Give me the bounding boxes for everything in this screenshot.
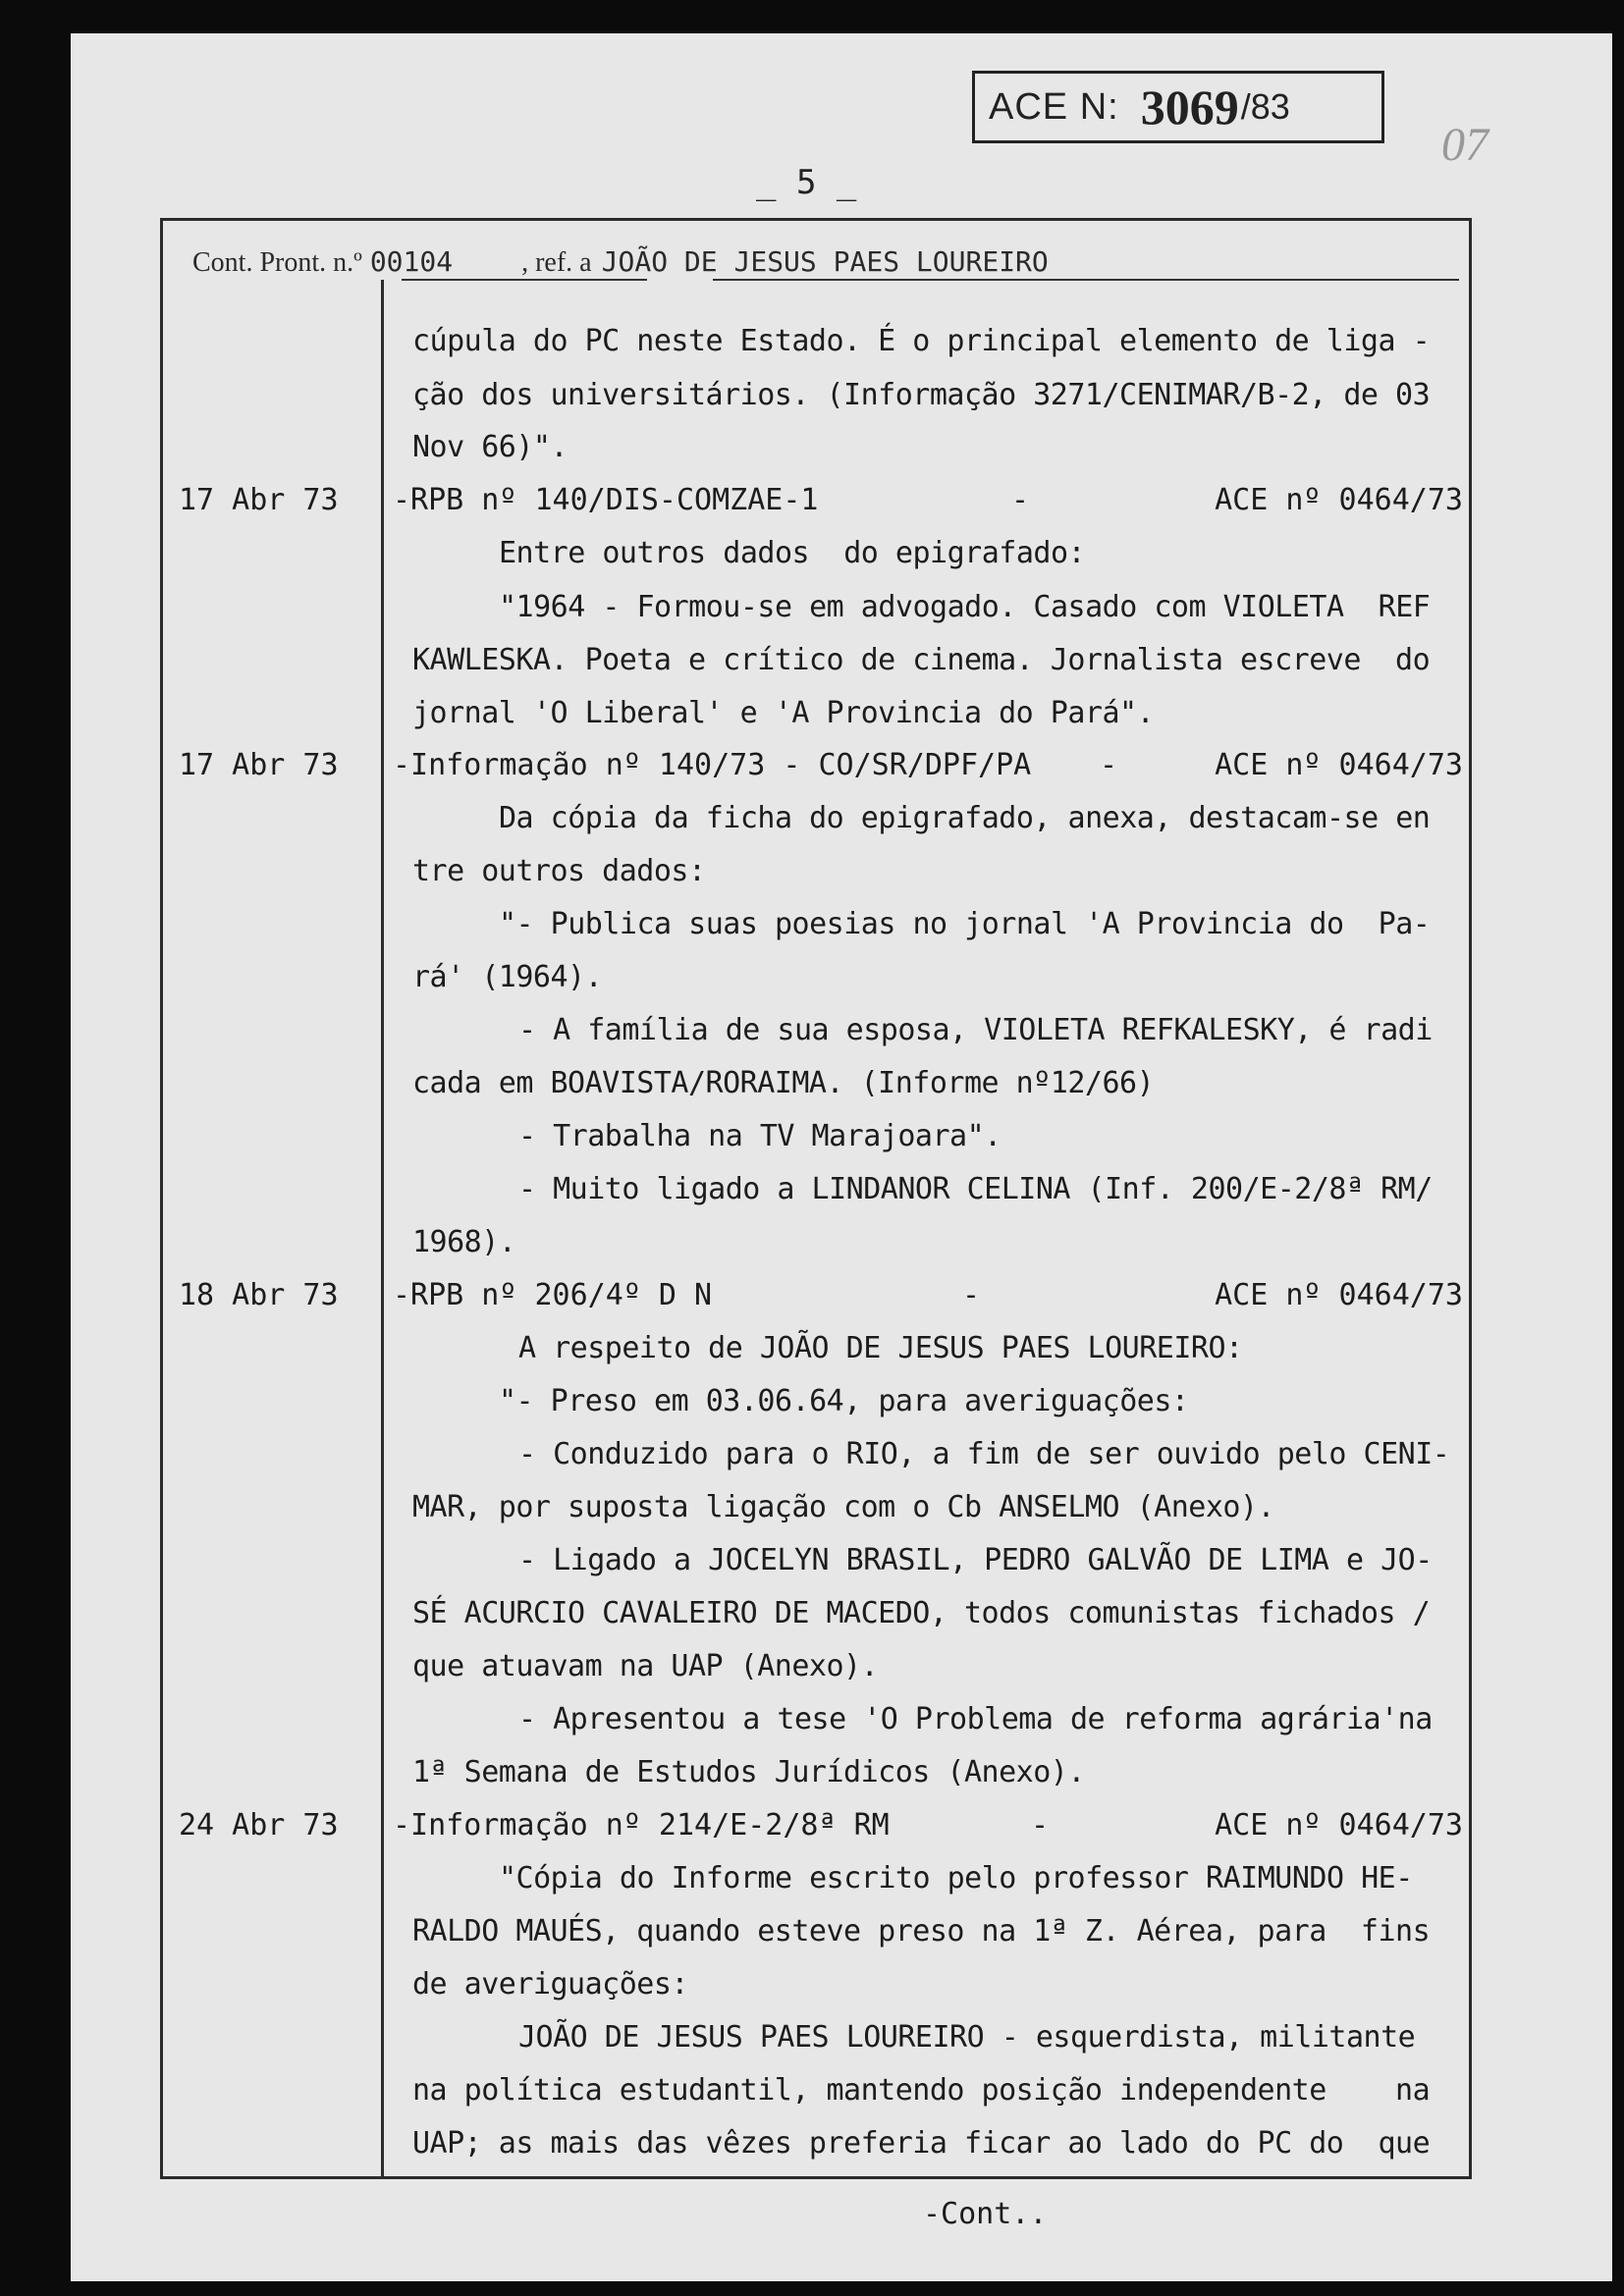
entry-line: "- Publica suas poesias no jornal 'A Provincia do Pa- [499, 907, 1431, 941]
entry-line: que atuavam na UAP (Anexo). [412, 1649, 879, 1683]
entry-line: KAWLESKA. Poeta e crítico de cinema. Jornalista escreve do [412, 643, 1431, 677]
entry-date: 17 Abr 73 [179, 483, 339, 517]
ace-reference: ACE nº 0464/73 [1215, 748, 1463, 782]
entry-line: - Muito ligado a LINDANOR CELINA (Inf. 200/E-2/8ª RM/ [518, 1172, 1433, 1206]
entry-line: JOÃO DE JESUS PAES LOUREIRO - esquerdista, militante [518, 2020, 1416, 2055]
document-reference: -Informação nº 214/E-2/8ª RM [393, 1808, 890, 1842]
entry-line: de averiguações: [412, 1967, 688, 2002]
entry-line: cada em BOAVISTA/RORAIMA. (Informe nº12/66) [412, 1066, 1155, 1100]
handwritten-mark: 07 [1441, 119, 1489, 171]
separator-dash: - [1100, 748, 1118, 782]
ace-reference: ACE nº 0464/73 [1215, 1278, 1463, 1312]
entry-line: MAR, por suposta ligação com o Cb ANSELMO (Anexo). [412, 1490, 1275, 1524]
entry-line: - Trabalha na TV Marajoara". [518, 1119, 1001, 1153]
entry-date: 24 Abr 73 [179, 1808, 339, 1842]
ref-label: , ref. a [521, 247, 592, 278]
intro-line: Nov 66)". [412, 430, 568, 464]
stamp-label: ACE N: [989, 85, 1119, 128]
entry-line: - Ligado a JOCELYN BRASIL, PEDRO GALVÃO DE LIMA e JO- [518, 1543, 1433, 1577]
separator-dash: - [962, 1278, 981, 1312]
entry-line: "- Preso em 03.06.64, para averiguações: [499, 1384, 1189, 1418]
entry-line: - Apresentou a tese 'O Problema de reforma agrária'na [518, 1702, 1433, 1736]
document-reference: -Informação nº 140/73 - CO/SR/DPF/PA [393, 748, 1032, 782]
ace-stamp [972, 71, 1384, 143]
ace-reference: ACE nº 0464/73 [1215, 483, 1463, 517]
prontuario-underline [402, 279, 647, 281]
header-label: Cont. Pront. n.º [192, 247, 362, 278]
entry-line: 1968). [412, 1225, 516, 1259]
entry-line: - A família de sua esposa, VIOLETA REFKALESKY, é radi [518, 1013, 1433, 1047]
entry-line: tre outros dados: [412, 854, 706, 888]
separator-dash: - [1011, 483, 1030, 517]
ace-reference: ACE nº 0464/73 [1215, 1808, 1463, 1842]
continuation-marker: -Cont.. [923, 2197, 1048, 2231]
entry-line: SÉ ACURCIO CAVALEIRO DE MACEDO, todos comunistas fichados / [412, 1596, 1431, 1630]
document-reference: -RPB nº 206/4º D N [393, 1278, 713, 1312]
subject-underline [713, 279, 1459, 281]
intro-line: ção dos universitários. (Informação 3271/CENIMAR/B-2, de 03 [412, 378, 1431, 412]
subject-name: JOÃO DE JESUS PAES LOUREIRO [601, 245, 1049, 278]
record-header [192, 245, 1459, 285]
page-number: _ 5 _ [756, 163, 857, 202]
stamp-year: /83 [1240, 86, 1290, 127]
separator-dash: - [1031, 1808, 1050, 1842]
entry-line: - Conduzido para o RIO, a fim de ser ouvido pelo CENI- [518, 1437, 1450, 1471]
prontuario-number: 00104 [369, 245, 454, 278]
entry-line: 1ª Semana de Estudos Jurídicos (Anexo). [412, 1755, 1085, 1789]
entry-line: rá' (1964). [412, 960, 603, 994]
entry-line: UAP; as mais das vêzes preferia ficar ao lado do PC do que [412, 2126, 1431, 2161]
entry-line: Da cópia da ficha do epigrafado, anexa, destacam-se en [499, 801, 1431, 835]
entry-line: Entre outros dados do epigrafado: [499, 536, 1086, 570]
entry-line: RALDO MAUÉS, quando esteve preso na 1ª Z. Aérea, para fins [412, 1914, 1431, 1949]
entry-date: 18 Abr 73 [179, 1278, 339, 1312]
entry-line: "Cópia do Informe escrito pelo professor RAIMUNDO HE- [499, 1861, 1413, 1896]
stamp-number: 3069 [1140, 80, 1239, 134]
date-column-divider [381, 280, 384, 2176]
entry-line: jornal 'O Liberal' e 'A Provincia do Pará". [412, 696, 1155, 730]
entry-line: na política estudantil, mantendo posição independente na [412, 2073, 1431, 2108]
entry-line: A respeito de JOÃO DE JESUS PAES LOUREIRO: [518, 1331, 1243, 1365]
document-reference: -RPB nº 140/DIS-COMZAE-1 [393, 483, 819, 517]
entry-date: 17 Abr 73 [179, 748, 339, 782]
entry-line: "1964 - Formou-se em advogado. Casado com VIOLETA REF [499, 590, 1431, 624]
intro-line: cúpula do PC neste Estado. É o principal elemento de liga - [412, 324, 1431, 358]
